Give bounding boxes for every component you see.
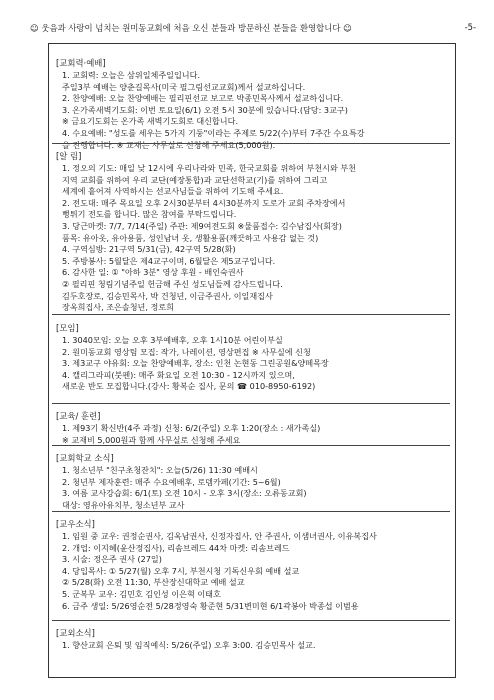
section-line: 품목: 유아옷, 유아용품, 성인남녀 옷, 생활용품(깨끗하고 사용감 없는 것) bbox=[62, 232, 319, 243]
section-line: 2. 전도대: 매주 목요일 오후 2시30분부터 4시30분까지 도로가 교회 주차장에서 bbox=[62, 197, 346, 208]
section-line: 1. 향산교회 은퇴 및 임직예식: 5/26(주일) 오후 3:00. 김승민목사 설교. bbox=[62, 640, 316, 650]
section-title: [교우소식] bbox=[56, 519, 95, 529]
section-line: 을 진행합니다. ※ 교재는 사무실로 신청해 주세요(5,000원). bbox=[62, 139, 276, 150]
section-line: 1. 교회력: 오늘은 삼위일체주일입니다. bbox=[62, 70, 201, 80]
section-title: [교회력·예배] bbox=[56, 58, 106, 68]
section-line: 3. 온가족새벽기도회: 이번 토요일(6/1) 오전 5시 30분에 있습니다.(담당: 3교구) bbox=[62, 104, 348, 115]
section-line: 1. 정오의 기도: 매일 낮 12시에 우리나라와 민족, 한국교회를 위하여 부천시와 부천 bbox=[62, 163, 356, 173]
section-line: 지역 교회를 위하여 우리 교단(예장통합)과 교단선학교(기)를 위하여 그리고 bbox=[62, 174, 328, 185]
section-line: ※ 교재비 5,000원과 함께 사무실로 신청해 주세요 bbox=[62, 434, 241, 445]
section-line: 새로운 반도 모집합니다.(강사: 황복순 집사, 문의 ☎ 010-8950-6192) bbox=[62, 381, 316, 392]
section-line: 뻥튀기 전도를 합니다. 많은 참여를 부탁드립니다. bbox=[62, 209, 237, 220]
section-line: 3. 당근마켓: 7/7, 7/14(주일) 주관: 제9여전도회 ※물품접수: 김수남집사(회장) bbox=[62, 221, 342, 231]
section-line: 주일3부 예배는 양춘길목사(미국 필그림선교교회)께서 설교하십니다. bbox=[62, 81, 306, 92]
page-header: ☺ 웃음과 사랑이 넘치는 원미동교회에 처음 오신 분들과 방문하신 분들을 환영합니다 ☺ bbox=[30, 23, 352, 33]
section-line: ② 5/28(화) 오전 11:30, 부산장신대학교 예배 설교 bbox=[62, 577, 245, 588]
section-line: 2. 청년부 제자훈련: 매주 수요예배후, 로뎀카페(기간: 5~6월) bbox=[62, 476, 281, 487]
section-title: [알 림] bbox=[56, 151, 82, 161]
section-line: 4. 당입목사: ① 5/27(월) 오후 7시, 부천시청 기독신우회 예배 설교 bbox=[62, 565, 300, 576]
section-line: 1. 청소년부 "친구초청잔치": 오늘(5/26) 11:30 예배시 bbox=[62, 465, 258, 475]
section-line: 장옥희집사, 조은솔청년, 정로희 bbox=[62, 302, 174, 313]
section-line: ※ 금요기도회는 온가족 새벽기도회로 대신합니다. bbox=[62, 116, 239, 127]
section-line: 1. 제93기 확신반(4주 과정) 신청: 6/2(주일) 오후 1:20(장소 : 새가족실) bbox=[62, 423, 321, 433]
section-line: 4. 캘리그라피(붓펜): 매주 화요일 오전 10:30 - 12시까지 있으며, bbox=[62, 369, 295, 380]
section-line: 대상: 영유아유치부, 청소년부 교사 bbox=[62, 499, 185, 510]
section-line: 4. 구역심방: 21구역 5/31(금), 42구역 5/28(화) bbox=[62, 244, 236, 255]
section-divider bbox=[52, 314, 450, 315]
section-divider bbox=[52, 511, 450, 512]
section-divider bbox=[52, 445, 450, 446]
section-line: 3. 시술: 정은주 권사 (27일) bbox=[62, 554, 162, 565]
section-line: 3. 제3교구 야유회: 오늘 찬양예배후, 장소: 인천 논현동 그린공원&양떼목장 bbox=[62, 358, 329, 369]
section-line: 세계에 흩어져 사역하시는 선교사님들을 위하여 기도해 주세요. bbox=[62, 186, 284, 197]
section-line: 6. 감사한 일: ① "아하 3분" 영상 후원 - 배인숙권사 bbox=[62, 267, 244, 278]
section-line: 4. 수요예배: "성도를 세우는 5가지 기둥"이라는 주제로 5/22(수)부터 7주간 수요특강 bbox=[62, 128, 365, 138]
page-number: -5- bbox=[464, 22, 476, 32]
section-title: [모임] bbox=[56, 323, 79, 333]
section-line: 2. 개업: 이지혜(윤산정집사), 리솜브레드 44차 마켓: 리솜브레드 bbox=[62, 542, 290, 553]
section-line: 5. 주방봉사: 5월달은 제4교구이며, 6월달은 제5교구입니다. bbox=[62, 255, 276, 266]
section-line: 5. 군복무 교우: 김민호 김인성 이은혁 이태호 bbox=[62, 589, 221, 599]
section-title: [교회학교 소식] bbox=[56, 453, 114, 463]
section-line: 3. 여름 교사강습회: 6/1(토) 오전 10시 - 오후 3시(장소: 오류동교회) bbox=[62, 488, 307, 499]
section-title: [교외소식] bbox=[56, 628, 95, 638]
section-line: 6. 금주 생일: 5/26영순전 5/28정영숙 황준현 5/31변미현 6/1곽봉아 박종섭 이범용 bbox=[62, 600, 359, 611]
section-line: 1. 3040모임: 오늘 오후 3부예배후, 오후 1시10분 어린이부실 bbox=[62, 335, 283, 345]
section-line: ② 필리핀 청림기념주일 헌금해 주신 성도님들께 감사드립니다. bbox=[62, 279, 283, 289]
section-line: 김두호장로, 김승민목사, 박 건청년, 이금주권사, 이일재집사 bbox=[62, 290, 273, 301]
section-line: 2. 찬양예배: 오늘 찬양예배는 필리핀선교 보고로 박종민목사께서 설교하십니다. bbox=[62, 93, 344, 104]
section-divider bbox=[52, 403, 450, 404]
section-line: 1. 임원 중 교우: 권정순권사, 김옥남권사, 신정자집사, 안 주권사, 이샘녀권사, 이유복집사 bbox=[62, 531, 377, 541]
section-line: 2. 원미동교회 영상팀 모집: 작가, 나레이션, 영상편집 ※ 사무실에 신청 bbox=[62, 346, 311, 357]
section-divider bbox=[52, 620, 450, 621]
section-title: [교육/ 훈련] bbox=[56, 411, 101, 421]
section-divider bbox=[52, 143, 450, 144]
